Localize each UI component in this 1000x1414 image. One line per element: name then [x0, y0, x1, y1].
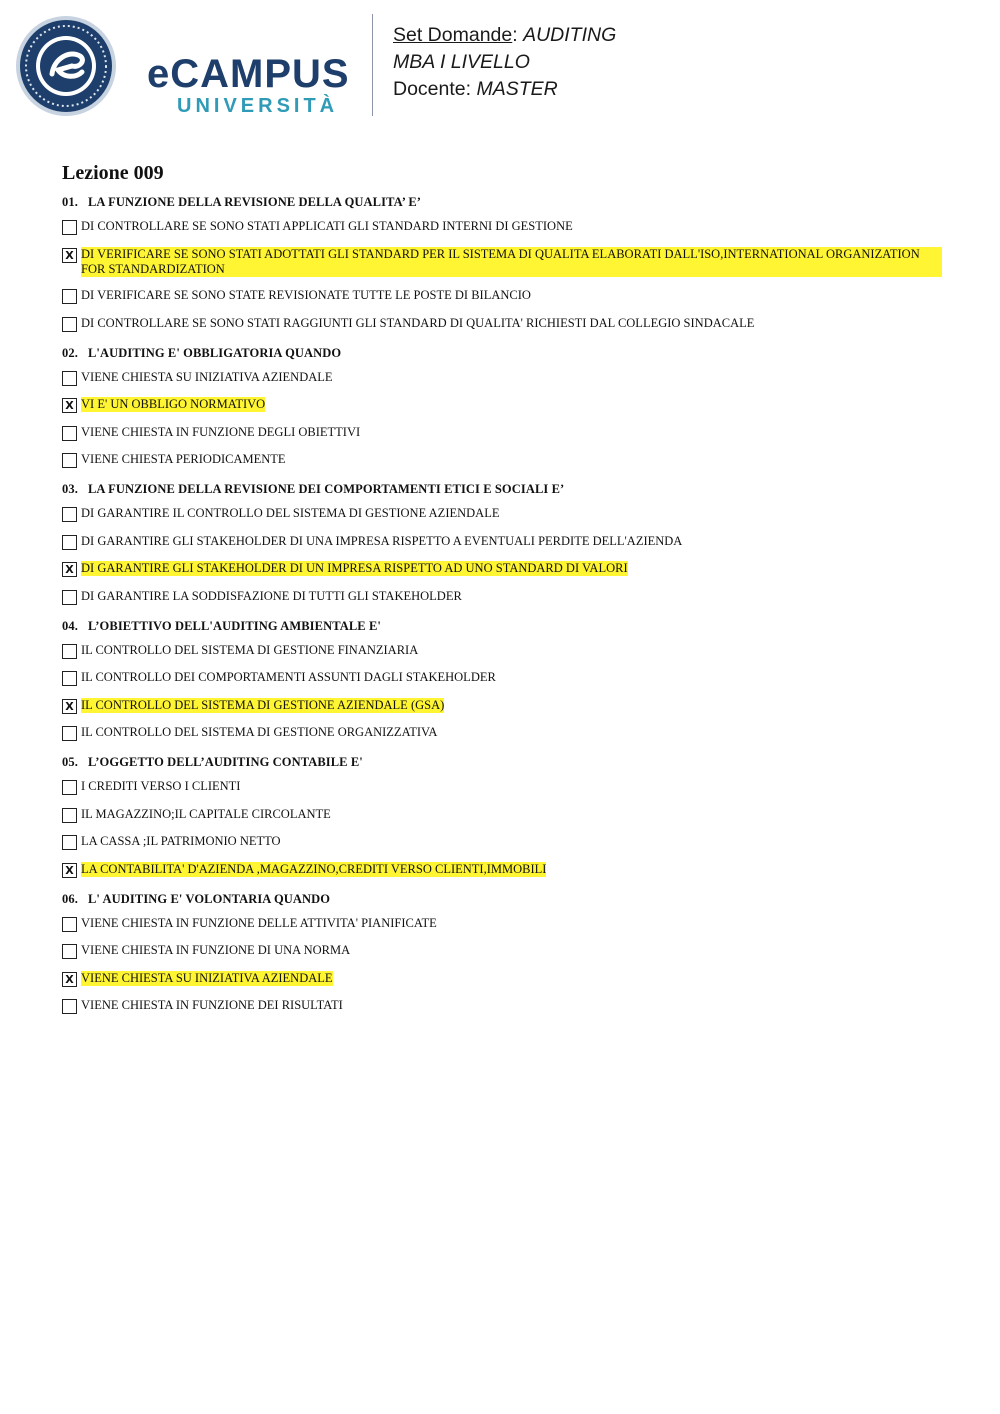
- checkbox-icon[interactable]: [62, 644, 77, 659]
- brand-subtitle: UNIVERSITÀ: [177, 95, 339, 117]
- answer-option[interactable]: [62, 670, 942, 686]
- answer-text: VIENE CHIESTA IN FUNZIONE DEI RISULTATI: [81, 998, 343, 1012]
- answer-text: DI GARANTIRE LA SODDISFAZIONE DI TUTTI GLI STAKEHOLDER: [81, 588, 462, 603]
- question-title: [62, 346, 942, 361]
- teacher-value: MASTER: [476, 78, 558, 100]
- answer-option-correct[interactable]: [62, 971, 942, 987]
- answer-text: DI GARANTIRE GLI STAKEHOLDER DI UN IMPRESA RISPETTO AD UNO STANDARD DI VALORI: [81, 561, 628, 575]
- question-text: L'AUDITING E' OBBLIGATORIA QUANDO: [88, 345, 342, 360]
- checkbox-icon[interactable]: [62, 453, 77, 468]
- answer-text: DI VERIFICARE SE SONO STATE REVISIONATE TUTTE LE POSTE DI BILANCIO: [81, 288, 531, 302]
- checkbox-icon[interactable]: [62, 808, 77, 823]
- answer-option[interactable]: [62, 370, 942, 386]
- set-info: [393, 22, 616, 103]
- answer-option[interactable]: [62, 506, 942, 522]
- checked-checkbox-icon[interactable]: X: [62, 863, 77, 878]
- answer-option[interactable]: [62, 316, 942, 332]
- answer-option[interactable]: [62, 834, 942, 850]
- brand-name: eCAMPUS: [147, 52, 350, 96]
- answer-option[interactable]: [62, 807, 942, 823]
- question-number: 01.: [62, 195, 78, 209]
- question-text: L’OBIETTIVO DELL'AUDITING AMBIENTALE E': [88, 618, 381, 633]
- question-block: [62, 346, 942, 469]
- answer-option-correct[interactable]: [62, 698, 942, 714]
- answer-option[interactable]: [62, 725, 942, 741]
- question-title: [62, 755, 942, 770]
- university-seal-icon: [14, 14, 118, 118]
- answer-option[interactable]: [62, 219, 942, 235]
- answer-option[interactable]: [62, 779, 942, 795]
- checkbox-icon[interactable]: [62, 780, 77, 795]
- question-block: [62, 619, 942, 742]
- answer-text: VIENE CHIESTA IN FUNZIONE DI UNA NORMA: [81, 943, 351, 957]
- answer-text: IL MAGAZZINO;IL CAPITALE CIRCOLANTE: [81, 806, 331, 821]
- checkbox-icon[interactable]: [62, 426, 77, 441]
- question-text: L’OGGETTO DELL’AUDITING CONTABILE E': [88, 755, 363, 769]
- checked-checkbox-icon[interactable]: X: [62, 398, 77, 413]
- checkbox-icon[interactable]: [62, 535, 77, 550]
- answer-text: VIENE CHIESTA IN FUNZIONE DEGLI OBIETTIVI: [81, 424, 361, 439]
- checkbox-icon[interactable]: [62, 917, 77, 932]
- question-title: [62, 195, 942, 210]
- answer-option[interactable]: [62, 452, 942, 468]
- answer-text: DI GARANTIRE GLI STAKEHOLDER DI UNA IMPRESA RISPETTO A EVENTUALI PERDITE DELL'AZIENDA: [81, 533, 683, 548]
- set-label: Set Domande: [393, 24, 513, 46]
- header-divider: [372, 14, 373, 116]
- answer-text: DI CONTROLLARE SE SONO STATI RAGGIUNTI GLI STANDARD DI QUALITA' RICHIESTI DAL COLLEGIO SINDACALE: [81, 315, 755, 330]
- question-title: [62, 619, 942, 634]
- level-line: [393, 49, 616, 76]
- answer-text: IL CONTROLLO DEI COMPORTAMENTI ASSUNTI DAGLI STAKEHOLDER: [81, 670, 496, 684]
- question-text: LA FUNZIONE DELLA REVISIONE DELLA QUALITA’ E’: [88, 195, 422, 209]
- set-line: Set Domande: AUDITING: [393, 24, 617, 46]
- answer-text: I CREDITI VERSO I CLIENTI: [81, 779, 241, 793]
- answer-text: VIENE CHIESTA PERIODICAMENTE: [81, 452, 286, 466]
- question-block: [62, 195, 942, 332]
- teacher-label: Docente:: [393, 78, 472, 100]
- question-block: [62, 755, 942, 878]
- question-number: 06.: [62, 891, 78, 906]
- answer-text: VIENE CHIESTA IN FUNZIONE DELLE ATTIVITA' PIANIFICATE: [81, 915, 437, 930]
- page-header: [0, 0, 1000, 130]
- question-title: [62, 482, 942, 497]
- checkbox-icon[interactable]: [62, 317, 77, 332]
- checked-checkbox-icon[interactable]: X: [62, 699, 77, 714]
- level-value: MBA I LIVELLO: [393, 51, 530, 73]
- checkbox-icon[interactable]: [62, 944, 77, 959]
- question-number: 05.: [62, 755, 78, 769]
- answer-text: VI E' UN OBBLIGO NORMATIVO: [81, 397, 266, 411]
- answer-text: VIENE CHIESTA SU INIZIATIVA AZIENDALE: [81, 369, 333, 384]
- question-block: [62, 482, 942, 605]
- answer-option[interactable]: [62, 534, 942, 550]
- checkbox-icon[interactable]: [62, 999, 77, 1014]
- teacher-line: [393, 76, 616, 103]
- answer-text: IL CONTROLLO DEL SISTEMA DI GESTIONE AZIENDALE (GSA): [81, 697, 445, 712]
- answer-option[interactable]: [62, 589, 942, 605]
- question-text: L' AUDITING E' VOLONTARIA QUANDO: [88, 891, 331, 906]
- checkbox-icon[interactable]: [62, 726, 77, 741]
- answer-option[interactable]: [62, 288, 942, 304]
- question-number: 03.: [62, 482, 78, 496]
- answer-option[interactable]: [62, 943, 942, 959]
- ecampus-logo: [14, 14, 359, 118]
- checked-checkbox-icon[interactable]: X: [62, 248, 77, 263]
- answer-text: VIENE CHIESTA SU INIZIATIVA AZIENDALE: [81, 970, 333, 985]
- checked-checkbox-icon[interactable]: X: [62, 972, 77, 987]
- checkbox-icon[interactable]: [62, 671, 77, 686]
- answer-option-correct[interactable]: [62, 862, 942, 878]
- checkbox-icon[interactable]: [62, 371, 77, 386]
- answer-text: DI VERIFICARE SE SONO STATI ADOTTATI GLI STANDARD PER IL SISTEMA DI QUALITA ELABORATI DALL'ISO,INTERNATIONAL ORGANIZATION FOR STANDARDIZATION: [81, 247, 942, 277]
- logo-wordmark: [147, 54, 350, 118]
- answer-option-correct[interactable]: [62, 247, 942, 277]
- checkbox-icon[interactable]: [62, 220, 77, 235]
- answer-option-correct[interactable]: [62, 561, 942, 577]
- checked-checkbox-icon[interactable]: X: [62, 562, 77, 577]
- checkbox-icon[interactable]: [62, 289, 77, 304]
- answer-text: IL CONTROLLO DEL SISTEMA DI GESTIONE FINANZIARIA: [81, 642, 419, 657]
- question-block: [62, 892, 942, 1015]
- answer-option[interactable]: [62, 916, 942, 932]
- answer-option[interactable]: [62, 643, 942, 659]
- answer-option[interactable]: [62, 998, 942, 1014]
- question-number: 04.: [62, 618, 78, 633]
- question-list: [62, 195, 942, 1014]
- answer-text: IL CONTROLLO DEL SISTEMA DI GESTIONE ORGANIZZATIVA: [81, 725, 438, 739]
- question-number: 02.: [62, 345, 78, 360]
- checkbox-icon[interactable]: [62, 835, 77, 850]
- answer-text: DI GARANTIRE IL CONTROLLO DEL SISTEMA DI GESTIONE AZIENDALE: [81, 506, 500, 520]
- answer-text: LA CONTABILITA' D'AZIENDA ,MAGAZZINO,CREDITI VERSO CLIENTI,IMMOBILI: [81, 861, 547, 876]
- checkbox-icon[interactable]: [62, 507, 77, 522]
- question-title: [62, 892, 942, 907]
- answer-option[interactable]: [62, 425, 942, 441]
- answer-text: DI CONTROLLARE SE SONO STATI APPLICATI GLI STANDARD INTERNI DI GESTIONE: [81, 219, 573, 233]
- question-text: LA FUNZIONE DELLA REVISIONE DEI COMPORTAMENTI ETICI E SOCIALI E’: [88, 482, 565, 496]
- answer-text: LA CASSA ;IL PATRIMONIO NETTO: [81, 834, 281, 848]
- quiz-content: [62, 162, 942, 1028]
- checkbox-icon[interactable]: [62, 590, 77, 605]
- set-value: AUDITING: [523, 24, 617, 46]
- answer-option-correct[interactable]: [62, 397, 942, 413]
- lesson-title: Lezione 009: [62, 162, 164, 184]
